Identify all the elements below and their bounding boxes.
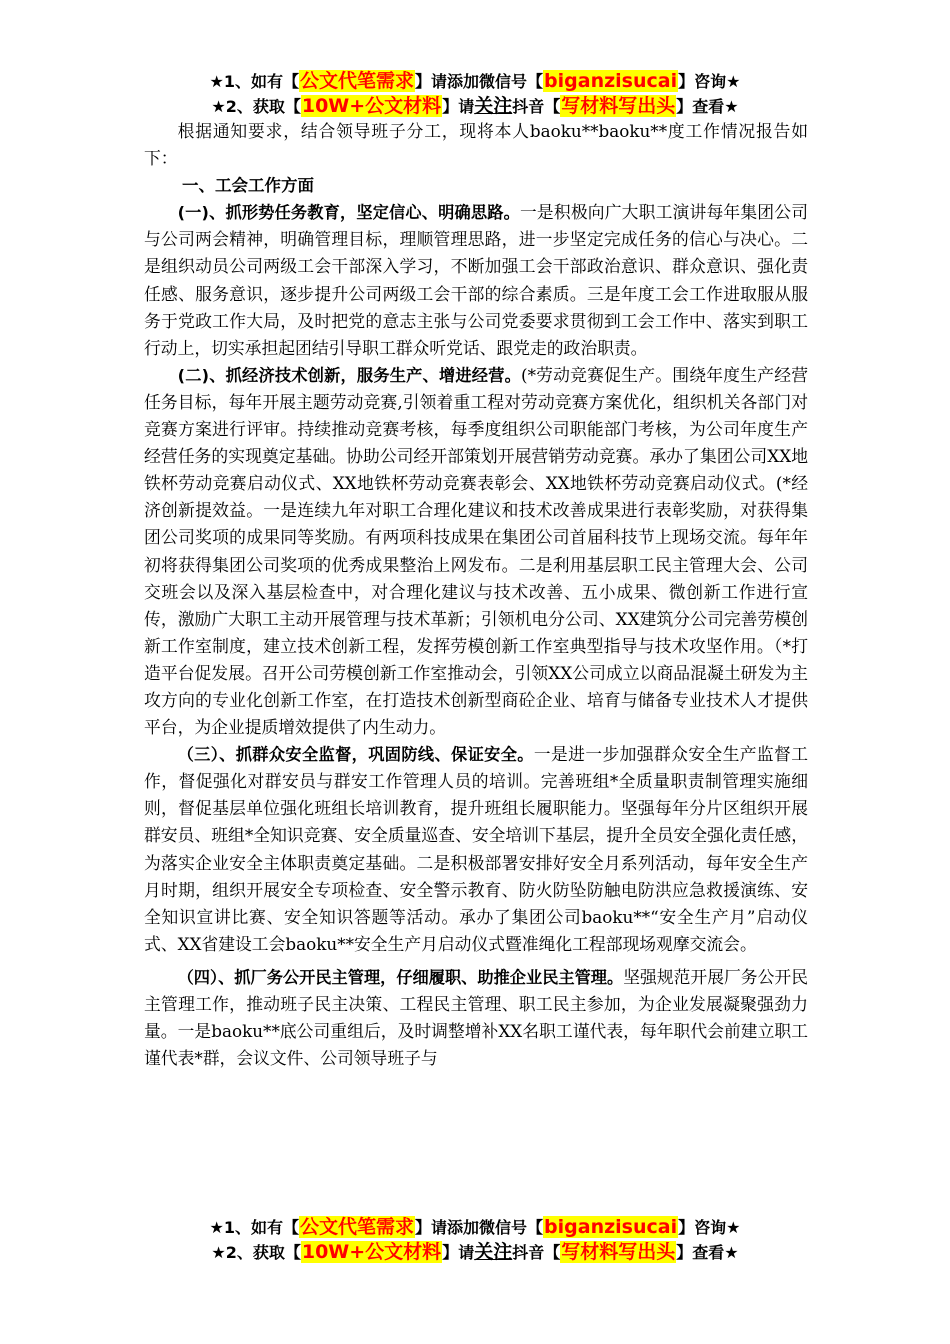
bottom-banner-line-1: ★1、如有【公文代笔需求】请添加微信号【biganzisucai】咨询★	[209, 1216, 741, 1238]
section-heading: 一、工会工作方面	[181, 176, 314, 196]
paragraph-2: (二)、抓经济技术创新，服务生产、增进经营。(*劳动竞赛促生产。围绕年度生产经营任务目标，每年开展主题劳动竞赛,引领着重工程对劳动竞赛方案优化，组织机关各部门对竞赛方案进行评审。持续推动竞赛考核，每季度组织公司职能部门考核，为公司年度生产经营任务的实现奠定基础。协助公司经开部策划开展营销劳动竞赛。承办了集团公司XX地铁杯劳动竞赛启动仪式、XX地铁杯劳动竞赛表彰会、XX地铁杯劳动竞赛启动仪式。(*经济创新提效益。一是连续九年对职工合理化建议和技术改善成果进行表彰奖励，对获得集团公司奖项的成果同等奖励。有两项科技成果在集团公司首届科技节上现场交流。每年年初将获得集团公司奖项的优秀成果整治上网发布。二是利用基层职工民主管理大会、公司交班会以及深入基层检查中，对合理化建议与技术改善、五小成果、微创新工作进行宣传，激励广大职工主动开展管理与技术革新；引领机电分公司、XX建筑分公司完善劳模创新工作室制度，建立技术创新工程，发挥劳模创新工作室典型指导与技术攻坚作用。（*打造平台促发展。召开公司劳模创新工作室推动会，引领XX公司成立以商品混凝土研发为主攻方向的专业化创新工作室，在打造技术创新型商砼企业、培育与储备专业技术人才提供平台，为企业提质增效提供了内生动力。	[144, 364, 808, 738]
report-body	[144, 118, 808, 1072]
top-banner-line-1: ★1、如有【公文代笔需求】请添加微信号【biganzisucai】咨询★	[209, 70, 741, 92]
highlight-douyin: 写材料写出头	[561, 95, 676, 117]
paragraph-4: （四）、抓厂务公开民主管理，仔细履职、助推企业民主管理。坚强规范开展厂务公开民主管理工作，推动班子民主决策、工程民主管理、职工民主参加，为企业发展凝聚强劲力量。一是baoku**底公司重组后，及时调整增补XX名职工谨代表，每年职代会前建立职工谨代表*群，会议文件、公司领导班子与	[144, 966, 808, 1069]
highlight-materials: 10W+公文材料	[301, 95, 442, 117]
top-banner-line-2: ★2、获取【10W+公文材料】请关注抖音【写材料写出头】查看★	[211, 95, 739, 117]
paragraph-1: (一)、抓形势任务教育，坚定信心、明确思路。一是积极向广大职工演讲每年集团公司与公司两会精神，明确管理目标，理顺管理思路，进一步坚定完成任务的信心与决心。二是组织动员公司两级工会干部深入学习，不断加强工会干部政治意识、群众意识、强化责任感、服务意识，逐步提升公司两级工会干部的综合素质。三是年度工会工作进取服从服务于党政工作大局，及时把党的意志主张与公司党委要求贯彻到工会工作中、落实到职工行动上，切实承担起团结引导职工群众听党话、跟党走的政治职责。	[144, 202, 808, 358]
highlight-wechat-id: biganzisucai	[544, 70, 678, 92]
bottom-banner-line-2: ★2、获取【10W+公文材料】请关注抖音【写材料写出头】查看★	[211, 1241, 739, 1263]
highlight-ghostwriting: 公文代笔需求	[300, 70, 415, 92]
intro-paragraph: 根据通知要求，结合领导班子分工，现将本人baoku**baoku**度工作情况报告如下：	[144, 121, 808, 169]
paragraph-3: （三）、抓群众安全监督，巩固防线、保证安全。一是进一步加强群众安全生产监督工作，督促强化对群安员与群安工作管理人员的培训。完善班组*全质量职责制管理实施细则，督促基层单位强化班组长培训教育，提升班组长履职能力。坚强每年分片区组织开展群安员、班组*全知识竞赛、安全质量巡查、安全培训下基层，提升全员安全强化责任感，为落实企业安全主体职责奠定基础。二是积极部署安排好安全月系列活动，每年安全生产月时期，组织开展安全专项检查、安全警示教育、防火防坠防触电防洪应急救援演练、安全知识宣讲比赛、安全知识答题等活动。承办了集团公司baoku**“安全生产月”启动仪式、XX省建设工会baoku**安全生产月启动仪式暨准绳化工程部现场观摩交流会。	[144, 744, 808, 954]
